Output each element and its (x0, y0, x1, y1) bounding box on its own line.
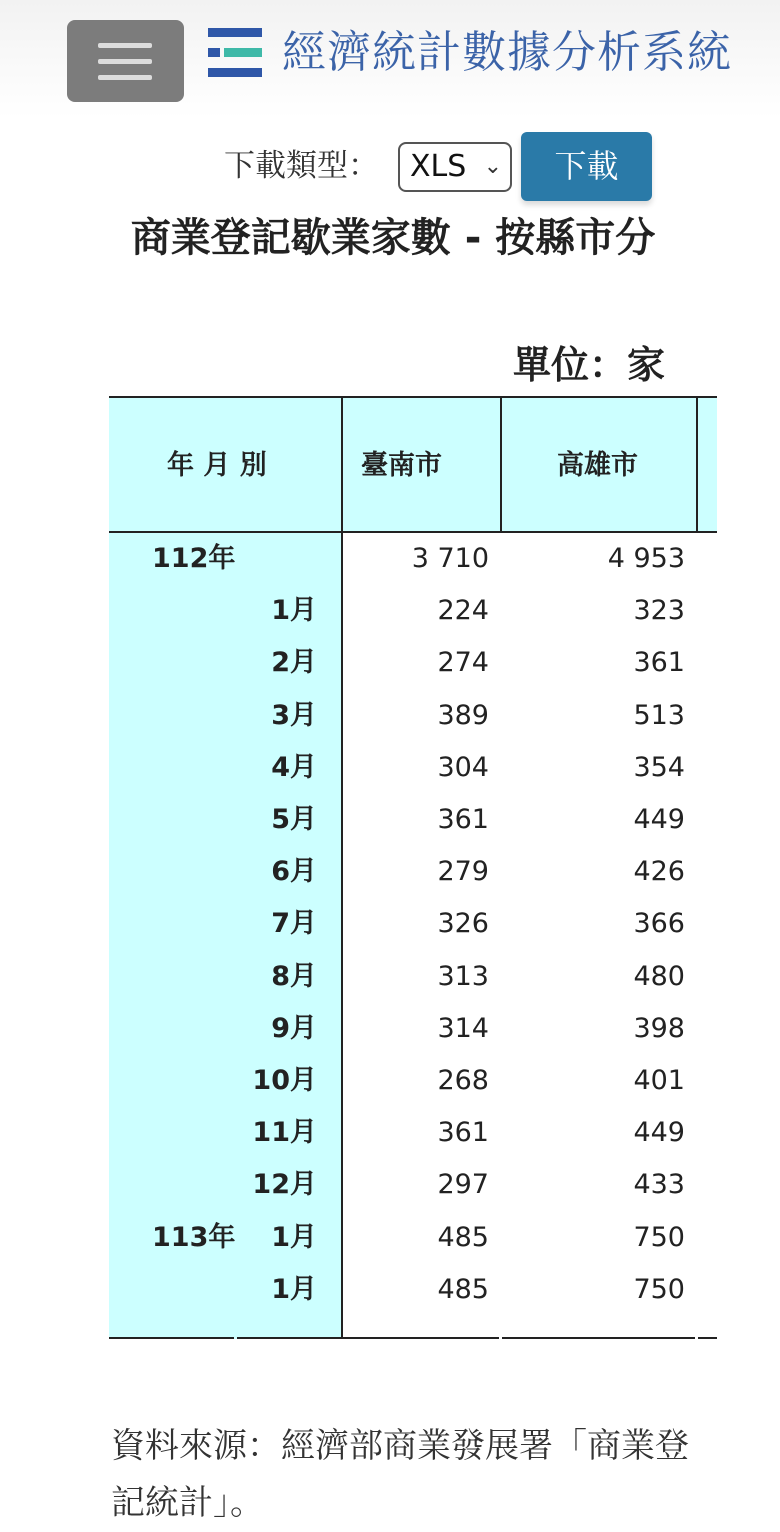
row-month: 5月 (271, 804, 317, 835)
header-kaohsiung: 高雄市 (557, 450, 638, 481)
row-year: 112年 (152, 543, 236, 574)
table-row (109, 742, 717, 794)
header-period: 年 月 別 (167, 450, 267, 481)
download-bar (0, 132, 780, 202)
table-bottom-border (109, 1337, 234, 1339)
table-row (109, 1003, 717, 1055)
cell-kaohsiung: 513 (633, 699, 685, 731)
table-row (109, 846, 717, 898)
report-title: 商業登記歇業家數 - 按縣市分 (130, 215, 656, 261)
column-divider (696, 396, 698, 533)
cell-tainan: 314 (437, 1012, 489, 1044)
cell-kaohsiung: 750 (633, 1221, 685, 1253)
cell-kaohsiung: 398 (633, 1012, 685, 1044)
table-bottom-border (237, 1337, 499, 1339)
cell-kaohsiung: 449 (633, 1117, 685, 1149)
cell-kaohsiung: 361 (633, 647, 685, 679)
row-month: 12月 (252, 1169, 317, 1201)
row-year: 113年 (152, 1221, 236, 1253)
table-bottom-border (502, 1337, 695, 1339)
cell-tainan: 268 (437, 1065, 489, 1096)
download-type-value: XLS (410, 149, 467, 184)
cell-kaohsiung: 4 953 (607, 543, 685, 574)
table-row (109, 1264, 717, 1316)
table-row (109, 898, 717, 950)
cell-kaohsiung: 366 (633, 908, 685, 940)
table-row (109, 585, 717, 637)
cell-kaohsiung: 449 (633, 804, 685, 835)
cell-tainan: 389 (437, 699, 489, 731)
cell-tainan: 485 (437, 1221, 489, 1253)
cell-tainan: 304 (437, 751, 489, 783)
site-title: 經濟統計數據分析系統 (282, 27, 732, 78)
data-table[interactable] (109, 396, 717, 1341)
cell-kaohsiung: 433 (633, 1169, 685, 1201)
table-bottom-border (698, 1337, 717, 1339)
row-month: 1月 (271, 1273, 317, 1305)
cell-kaohsiung: 750 (633, 1273, 685, 1305)
table-row (109, 951, 717, 1003)
cell-tainan: 485 (437, 1273, 489, 1305)
row-month: 10月 (252, 1065, 317, 1096)
row-month (109, 533, 317, 585)
cell-tainan: 274 (437, 647, 489, 679)
hamburger-line (98, 75, 152, 80)
hamburger-menu-icon (98, 43, 152, 48)
cell-tainan: 361 (437, 1117, 489, 1149)
table-row (109, 1212, 717, 1264)
table-row (109, 794, 717, 846)
table-row (109, 533, 717, 585)
row-month: 9月 (271, 1012, 317, 1044)
download-type-label: 下載類型： (224, 148, 379, 184)
table-header (109, 396, 717, 533)
cell-kaohsiung: 401 (633, 1065, 685, 1096)
table-row (109, 1159, 717, 1211)
hamburger-line (98, 59, 152, 64)
cell-tainan: 3 710 (411, 543, 489, 574)
row-month: 4月 (271, 751, 317, 783)
row-month: 1月 (271, 1221, 317, 1253)
table-row (109, 1107, 717, 1159)
table-row (109, 1055, 717, 1107)
cell-tainan: 313 (437, 960, 489, 992)
row-month: 7月 (271, 908, 317, 940)
site-header (0, 0, 780, 118)
table-row (109, 637, 717, 689)
download-button[interactable]: 下載 (521, 132, 652, 201)
cell-kaohsiung: 480 (633, 960, 685, 992)
cell-tainan: 224 (437, 595, 489, 627)
logo-icon (208, 26, 262, 80)
download-type-select[interactable] (398, 142, 512, 192)
cell-tainan: 361 (437, 804, 489, 835)
cell-tainan: 279 (437, 856, 489, 888)
source-note: 資料來源：經濟部商業發展署「商業登記統計」。 (111, 1426, 689, 1523)
cell-kaohsiung: 354 (633, 751, 685, 783)
chevron-down-icon: ⌄ (483, 154, 502, 179)
column-divider (500, 396, 502, 533)
hamburger-menu-button[interactable] (67, 20, 184, 102)
cell-tainan: 297 (437, 1169, 489, 1201)
unit-label: 單位：家 (513, 343, 666, 387)
row-month: 1月 (271, 595, 317, 627)
row-month: 8月 (271, 960, 317, 992)
cell-kaohsiung: 323 (633, 595, 685, 627)
row-month: 11月 (252, 1117, 317, 1149)
row-month: 3月 (271, 699, 317, 731)
row-month: 6月 (271, 856, 317, 888)
table-row (109, 690, 717, 742)
cell-tainan: 326 (437, 908, 489, 940)
row-month: 2月 (271, 647, 317, 679)
header-tainan: 臺南市 (361, 450, 442, 481)
cell-kaohsiung: 426 (633, 856, 685, 888)
